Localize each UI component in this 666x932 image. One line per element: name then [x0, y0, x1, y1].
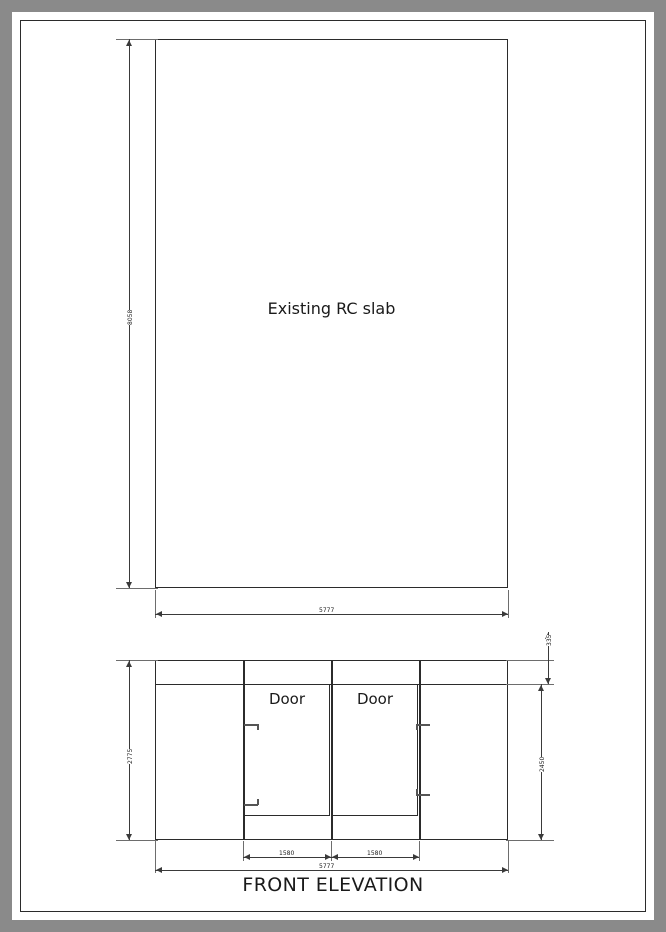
plan-width-arrow-right	[502, 611, 508, 617]
door-label-left: Door	[268, 690, 306, 708]
door-label-right: Door	[356, 690, 394, 708]
plan-height-dimension-text: 8058	[127, 309, 134, 325]
elevation-height-dimension-text: 2775	[127, 748, 134, 764]
elevation-width-arrow-left	[156, 867, 162, 873]
door-handle-right-lower	[416, 794, 430, 796]
elevation-beam-dimension-text: 335	[546, 634, 553, 646]
door-handle-right-upper	[416, 724, 430, 726]
door-handle-left-lower-stub	[257, 799, 259, 805]
elevation-door-right-dimension-line	[331, 857, 419, 858]
elevation-door-right-dimension-text: 1580	[367, 850, 383, 857]
elevation-head-arrow-top	[538, 685, 544, 691]
plan-height-arrow-bottom	[126, 582, 132, 588]
elevation-width-arrow-right	[502, 867, 508, 873]
elevation-height-arrow-bottom	[126, 834, 132, 840]
elevation-ext-width-right	[508, 841, 509, 873]
elevation-door-right-arrow-right	[413, 854, 419, 860]
plan-width-arrow-left	[156, 611, 162, 617]
elevation-ext-line-bottom-left	[116, 840, 158, 841]
plan-ext-line-bottom	[116, 588, 158, 589]
elevation-door-left-arrow-left	[244, 854, 250, 860]
elevation-width-dimension-text: 5777	[319, 863, 335, 870]
elevation-width-dimension-line	[155, 870, 508, 871]
door-handle-left-upper	[244, 724, 258, 726]
plan-width-dimension-text: 5777	[319, 607, 335, 614]
plan-ext-line-top	[116, 39, 158, 40]
elevation-ext-line-base-right	[506, 840, 554, 841]
elevation-head-dimension-text: 2450	[539, 756, 546, 772]
plan-ext-line-right	[508, 590, 509, 618]
plan-slab-label: Existing RC slab	[267, 299, 396, 318]
door-handle-right-lower-stub	[416, 789, 418, 795]
elevation-ext-line-top-right	[506, 660, 554, 661]
elevation-door-left-dimension-text: 1580	[279, 850, 295, 857]
elevation-door-left-dimension-line	[243, 857, 331, 858]
plan-width-dimension-line	[155, 614, 508, 615]
drawing-sheet	[12, 12, 654, 920]
elevation-ext-line-top-left	[116, 660, 158, 661]
elevation-door-right-arrow-left	[332, 854, 338, 860]
elevation-frame-right	[419, 660, 421, 840]
door-handle-left-upper-stub	[257, 724, 259, 730]
elevation-ext-door-right-b	[419, 841, 420, 861]
elevation-beam-arrow-bottom	[545, 678, 551, 684]
door-handle-left-lower	[244, 804, 258, 806]
elevation-height-arrow-top	[126, 661, 132, 667]
elevation-ext-line-head	[506, 684, 554, 685]
elevation-head-arrow-bottom	[538, 834, 544, 840]
plan-height-arrow-top	[126, 40, 132, 46]
door-handle-right-upper-stub	[416, 724, 418, 730]
elevation-title: FRONT ELEVATION	[242, 874, 424, 896]
